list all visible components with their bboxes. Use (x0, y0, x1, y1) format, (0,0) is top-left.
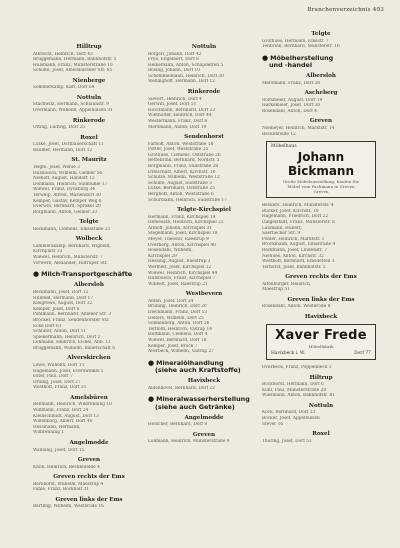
place-heading: Hilltrup (76, 44, 102, 50)
category-subtitle: (siehe auch Getränke) (155, 402, 235, 411)
directory-entry: Albrecht, Heinrich, Dorf 43 (33, 51, 93, 57)
place-heading: Nottuln (308, 402, 334, 409)
directory-entry: Wiewel, Heinrich, Münsterstr. 7 (33, 255, 103, 261)
directory-entry: Grothues, Hermann, Emsstr. 7 (262, 38, 329, 44)
directory-entry: Saerbecker Str. 9 (262, 231, 301, 237)
directory-entry: Wiewel, Heinrich, Kirchspiel 44 (148, 270, 218, 276)
ad-label: Möbelhaus (271, 144, 297, 150)
ad-location: Greven (313, 189, 329, 195)
place-heading: Greven rechts der Ems (285, 274, 357, 281)
directory-entry: Hunfeld, Hermann, Dorf 17 (33, 295, 94, 301)
directory-entry: Kirchspiel 29 (148, 253, 177, 259)
directory-entry: Hagemann, Josef, Everswinkel 5 (33, 368, 104, 374)
place-heading: Ascheberg (304, 90, 338, 97)
directory-entry: Dieckmann, Franz, Dorf 13 (148, 310, 208, 316)
place-heading: Rinkerode (187, 89, 221, 96)
directory-entry: Dreischärf, Albert, Kirchstr. 10 (148, 169, 216, 175)
place-heading: Roxel (312, 431, 330, 438)
place-heading: Nottuln (76, 94, 102, 101)
directory-entry: Brüggemann, Hermann, Bahnhofstr. 5 (33, 57, 117, 63)
place-heading: Albersloh (74, 282, 104, 289)
directory-entry: Sievert, Heinrich, Dorf 4 (148, 96, 202, 102)
ad-footer-right: Dorf 77 (354, 351, 371, 357)
directory-entry: Tenbrink, Bernhard, Münsterstr. 16 (262, 44, 340, 50)
place-heading: Rinkerode (72, 117, 106, 124)
directory-entry: Rosendahl, Anton, Dorf 4 (262, 108, 317, 114)
directory-entry: Wibbelt, Josef, Raestrup 21 (148, 281, 208, 287)
place-heading: Telgte (311, 31, 331, 37)
directory-entry: Schulte, August, Südstraße 3 (148, 180, 212, 186)
directory-entry: Rolfsmeier, August, Dorf 19 (262, 97, 323, 103)
directory-entry: Holtmann, Clemens, Dorf 4 (148, 332, 208, 338)
directory-entry: Hermann, Franz, Kirchspiel 14 (148, 214, 216, 220)
directory-entry: Niehoff, August, Handorf 12 (33, 176, 95, 182)
directory-entry: Beckmann, Josef, Dorf 12 (33, 289, 89, 295)
directory-entry: Dingelstadt, Franz, Münsterstr. 8 (262, 219, 335, 225)
directory-entry: Knoll, Heinrich, Reckenfelde 4 (33, 464, 100, 470)
directory-entry: Lütke, Josef, Dorfbauerschaft 11 (33, 142, 104, 148)
bullet-icon: ● (262, 53, 269, 62)
place-heading: Angelmodde (184, 414, 224, 421)
directory-entry: Bäumer, Hermann, Dorf 12 (33, 147, 93, 153)
ad-tagline: Möbel vom Fachmann in Greven (287, 184, 355, 190)
directory-entry: Meyer, Theodor, Raestrup 9 (148, 237, 209, 243)
column-right (262, 27, 380, 444)
directory-entry: Hülsbusch, Franz, Kirchspiel 7 (148, 276, 216, 282)
directory-entry: Willmann, Franz, Dorf 24 (33, 408, 89, 414)
directory-entry: Drüing, Josef, Dorf 27 (33, 379, 81, 385)
bullet-icon: ● (33, 270, 40, 279)
directory-entry: Gerwin, Josef, Dorf 51 (148, 102, 197, 108)
directory-entry: Hülsmann, Franz, Münsterstraße 10 (33, 62, 113, 68)
place-heading: Amelsbüren (70, 394, 108, 401)
directory-entry: Pohlmann, Bernhard, Ahlener Str. 3 (33, 312, 111, 318)
place-heading: Roxel (80, 134, 98, 141)
directory-entry: Bröcker, Franz, Sendenhorster Str. (33, 317, 110, 323)
running-head: Branchenverzeichnis 403 (307, 7, 384, 13)
directory-entry: Wiewel, Bernhard, Dorf 18 (148, 338, 207, 344)
directory-entry: Kemper, Josef, Brock 7 (148, 343, 198, 349)
directory-entry: Reckenfelde 12 (262, 131, 296, 137)
directory-entry: Pöhler, Heinrich, Marktstr. 1 (262, 236, 325, 242)
directory-entry: Westhoff, Franz, Dorf 31 (33, 385, 87, 391)
ad-company-name: Xaver Frede (275, 328, 367, 344)
place-heading: Alverskirchen (67, 355, 111, 362)
directory-entry: Dohmann, Heinrich, Sudmühle 17 (33, 181, 108, 187)
directory-entry: Niehues, Anton, Kirchstr. 32 (262, 253, 324, 259)
directory-entry: Wilbrenning 1 (33, 430, 64, 436)
directory-entry: Brockmann, August, Emsstraße 4 (262, 242, 336, 248)
directory-entry: Terhörst, Josef, Bahnhofstr. 5 (262, 264, 326, 270)
place-heading: Greven rechts der Ems (53, 474, 125, 481)
directory-entry: Horstmann, Bernhard, Dorf 22 (148, 107, 216, 113)
directory-entry: Hessmann, Hermann, (33, 424, 81, 430)
directory-entry: Bellmann, Heinrich, Wilbrenning 10 (33, 402, 112, 408)
directory-entry: Otting, Ludwig, Dorf 25 (33, 125, 86, 131)
directory-entry: Hessing, August, Raestrup 3 (148, 259, 211, 265)
directory-entry: Kemper, Gustav, Kemper Weg 8 (33, 198, 102, 204)
directory-entry: Bernhorst, Wilhelm, Maestrup 4 (33, 481, 104, 487)
directory-entry: Wiewel, Franz, Dyckburg 34 (33, 187, 95, 193)
directory-entry: Rosendahl, Anton, Westerode 8 (262, 304, 331, 310)
directory-entry: Grothues, Clemens, Oststraße 26 (148, 152, 221, 158)
directory-entry: Schulze, Wilhelm, Weststraße 12 (148, 175, 220, 181)
directory-entry: Niemeyer, Heinrich, Marktstr. 14 (262, 125, 335, 131)
place-heading: Greven links der Ems (55, 496, 123, 503)
directory-entry: Wiethölter, Heinrich, Dorf 44 (148, 113, 212, 119)
directory-entry: Overmann, Wilhelm, Appelhülsen 31 (33, 108, 113, 114)
ad-tagline: Große Möbelausstellung, Kaufen Sie (282, 179, 360, 185)
directory-entry: Deiters, Wilhelm, Dorf 25 (148, 315, 204, 321)
directory-entry: Borgmann, Anton, Gelmer 33 (33, 209, 97, 215)
directory-entry: Wellinghoff, Hermann, Dorf 12 (148, 79, 215, 85)
directory-entry: Frye, Engelbert, Dorf 8 (148, 57, 199, 63)
place-heading: Greven (77, 457, 101, 464)
ad-company-name: Johann Bickmann (287, 150, 355, 179)
directory-entry: Bettebrink, Bernhard, Nordstr. 5 (148, 158, 220, 164)
advertisement-box (266, 324, 376, 360)
category-heading (148, 360, 260, 374)
place-heading: Hiltrup (309, 374, 333, 381)
place-heading: Albersloh (306, 73, 336, 80)
directory-entry: Lohmann, Heinrich, Münsterstraße 9 (148, 439, 230, 445)
ad-footer-left: Havixbeck i. W. (271, 351, 306, 357)
ad-tagline: Möbelfabrik (308, 344, 334, 350)
category-heading (33, 271, 145, 278)
directory-entry: Harkemeier, Josef, Dorf 30 (262, 103, 321, 109)
directory-entry: Rotgeri, Johann, Dorf 42 (148, 51, 202, 57)
directory-entry: Stegemann, Josef, Kirchspiel 18 (148, 231, 218, 237)
directory-entry: Terwelp, Alfred, Mariendorf 30 (33, 192, 101, 198)
directory-entry: Kleinschmidt, August, Dorf 13 (33, 413, 99, 419)
category-heading (262, 55, 380, 69)
directory-entry: Altenbürger, Heinrich, (262, 281, 312, 287)
category-heading (148, 396, 260, 410)
directory-entry: Kleigrewe, August, Dorf 32 (33, 301, 93, 307)
directory-entry: Hemesath, Heinrich, Kirchspiel 22 (148, 220, 224, 226)
directory-entry: Ester, Paul, Dorf 7 (33, 374, 73, 380)
directory-entry: Telgte, Josef, Werse 3 (33, 164, 80, 170)
directory-entry: Farhoff, Anton, Weststraße 18 (148, 141, 214, 147)
directory-entry: Hölscher, Bernhard, Dorf 8 (148, 422, 208, 428)
place-heading: Greven (309, 118, 333, 125)
directory-entry: Schürmann, Heinrich, Südstraße 17 (148, 197, 227, 203)
directory-entry: Wanning, Josef, Dorf 15 (33, 447, 85, 453)
directory-entry: Wiesmann, Anton, Bahnhofstr. 81 (262, 393, 335, 399)
directory-entry: Overberg, Anton, Kirchspiel 40 (148, 242, 216, 248)
directory-entry: Kirchplatz 33 (33, 249, 63, 255)
directory-entry: Terfloth, Heinrich, Vadrup 14 (148, 326, 212, 332)
category-title: Milch-Transportgeschäfte (41, 270, 133, 279)
directory-entry: Aldenhövel, Bernhard, Dorf 22 (148, 385, 215, 391)
directory-entry: Bertling, Wilhelm, Westerode 16 (33, 504, 104, 510)
place-heading: Greven (192, 431, 216, 438)
directory-entry: Stachwitz, Hermann, Schlaunstr. 9 (33, 102, 109, 108)
place-heading: Nienberge (72, 77, 106, 84)
place-heading: Telgte (79, 219, 99, 226)
directory-entry: Spiekermann, Heinrich, Dorf 2 (33, 334, 101, 340)
category-subtitle: (siehe auch Kraftstoffe) (155, 366, 241, 375)
place-heading: Sendenhorst (184, 134, 224, 141)
column-middle (148, 40, 260, 445)
place-heading: Greven links der Ems (287, 296, 355, 303)
bullet-icon: ● (148, 395, 155, 404)
directory-entry: Sonnenberg, Anton, Dorf 36 (148, 321, 210, 327)
place-heading: Westbevern (185, 291, 223, 298)
directory-entry: Schulte, Josef, Amelsbürener Str. 85 (33, 68, 113, 74)
advertisement-box (266, 141, 376, 198)
directory-entry: Reckmann, Clemens, Emsstraße 21 (33, 226, 111, 232)
directory-entry: Westhoff, Bernhard, Emsdetten 3 (262, 259, 335, 265)
directory-entry: Lohmann, Heinrich, Eickel, Abb. 11 (33, 340, 111, 346)
directory-entry: Althoff, Johann, Kirchspiel 31 (148, 225, 212, 231)
directory-entry: Westermann, Franz, Dorf 8 (148, 118, 208, 124)
directory-entry: Mersmann, Anton, Dorf 19 (148, 124, 207, 130)
directory-entry: Brüning, Heinrich, Dorf 20 (148, 304, 207, 310)
directory-entry: Hülsbusch, Wilhelm, Gelmer 56 (33, 170, 103, 176)
directory-entry: Bockhorst, Hermann, Dorf 6 (262, 382, 324, 388)
directory-entry: Pötter, Josef, Weststraße 25 (148, 147, 209, 153)
place-heading: Havixbeck (304, 314, 338, 321)
bullet-icon: ● (148, 358, 155, 367)
directory-entry: Averbeck, Wilhelm, Vadrup 27 (148, 349, 214, 355)
directory-entry: Kuhl, Paul, Münsterstraße 28 (262, 387, 327, 393)
directory-entry: Rosendahl, Wilhelm, (148, 248, 193, 254)
directory-entry: Reckmann, Josef, Lindenstr. 7 (262, 247, 327, 253)
directory-entry: Maestrup 51 (262, 287, 290, 293)
category-title: Möbelherstellung (270, 53, 334, 62)
directory-entry: Fahle, Franz, Bockholt 31 (33, 487, 90, 493)
directory-entry: Willenborg, Albert, Dorf 40 (33, 419, 93, 425)
directory-entry: Lütke, Bernhard, Oststraße 25 (148, 186, 215, 192)
directory-entry: Mersmann, Franz, Dorf 38 (262, 80, 320, 86)
directory-entry: Vorwerk, Alexander, Hiltruper Str. (33, 260, 108, 266)
directory-entry: Beckers, Heinrich, Münsterstr. 4 (262, 203, 334, 209)
directory-entry: Brüggemann, Wilhelm, Bauerschaft 6 (33, 345, 115, 351)
ad-footer (271, 351, 371, 356)
directory-entry: Böcker, Josef, Appelhülsen (262, 416, 320, 422)
directory-entry: Stever 16 (262, 421, 284, 427)
directory-entry: Kemper, Josef, Dorf 6 (33, 306, 80, 312)
place-heading: Nottuln (191, 44, 217, 50)
column-left (33, 40, 145, 510)
directory-entry: Heinemann, Anton, Schapdetten 5 (148, 62, 224, 68)
place-heading: Angelmodde (69, 440, 109, 447)
place-heading: Wolbeck (75, 236, 103, 243)
category-title: Mineralwasserherstellung (156, 395, 250, 404)
directory-entry: Hagemann, Friedrich, Dorf 22 (262, 214, 329, 220)
directory-entry: Thoring, Josef, Dorf 53 (262, 438, 312, 444)
directory-entry: Everwin, Bernhard, Sprakel 20 (33, 204, 101, 210)
category-subtitle: und -handel (269, 60, 313, 69)
directory-entry: Schlüter, Anton, Dorf 11 (33, 329, 87, 335)
directory-entry: Kock, Bernhard, Dorf 23 (262, 410, 316, 416)
directory-entry: Anton, Josef, Dorf 24 (148, 298, 194, 304)
directory-entry: Bücker, Josef, Kirchstr. 10 (262, 208, 319, 214)
directory-entry: Wermelt, Josef, Kirchspiel 12 (148, 265, 212, 270)
directory-entry: Bösing, Johann, Dorf 10 (148, 68, 200, 74)
directory-entry: Borgmann, Franz, Südstraße 28 (148, 164, 219, 169)
category-title: Mineralölhandlung (156, 358, 224, 367)
directory-entry: Berghoff, Anton, Weststraße 6 (148, 191, 214, 197)
directory-entry: Sommerkamp, Karl, Dorf 64 (33, 85, 95, 91)
directory-entry: Ecke Dorf 61 (33, 323, 62, 329)
directory-entry: Lammerskamp, Bernhard, Wigbold, (33, 243, 111, 249)
place-heading: Telgte-Kirchspiel (177, 207, 231, 214)
directory-entry: Overbeck, Franz, Poppenbeck 1 (262, 365, 332, 371)
place-heading: Havixbeck (187, 378, 221, 385)
place-heading: St. Mauritz (71, 157, 107, 164)
directory-entry: Lewe, Wilhelm, Dorf 11 (33, 362, 85, 368)
directory-entry: Laumann, Hubert, (262, 225, 303, 231)
directory-entry: Schemmelmann, Heinrich, Dorf 30 (148, 73, 224, 79)
